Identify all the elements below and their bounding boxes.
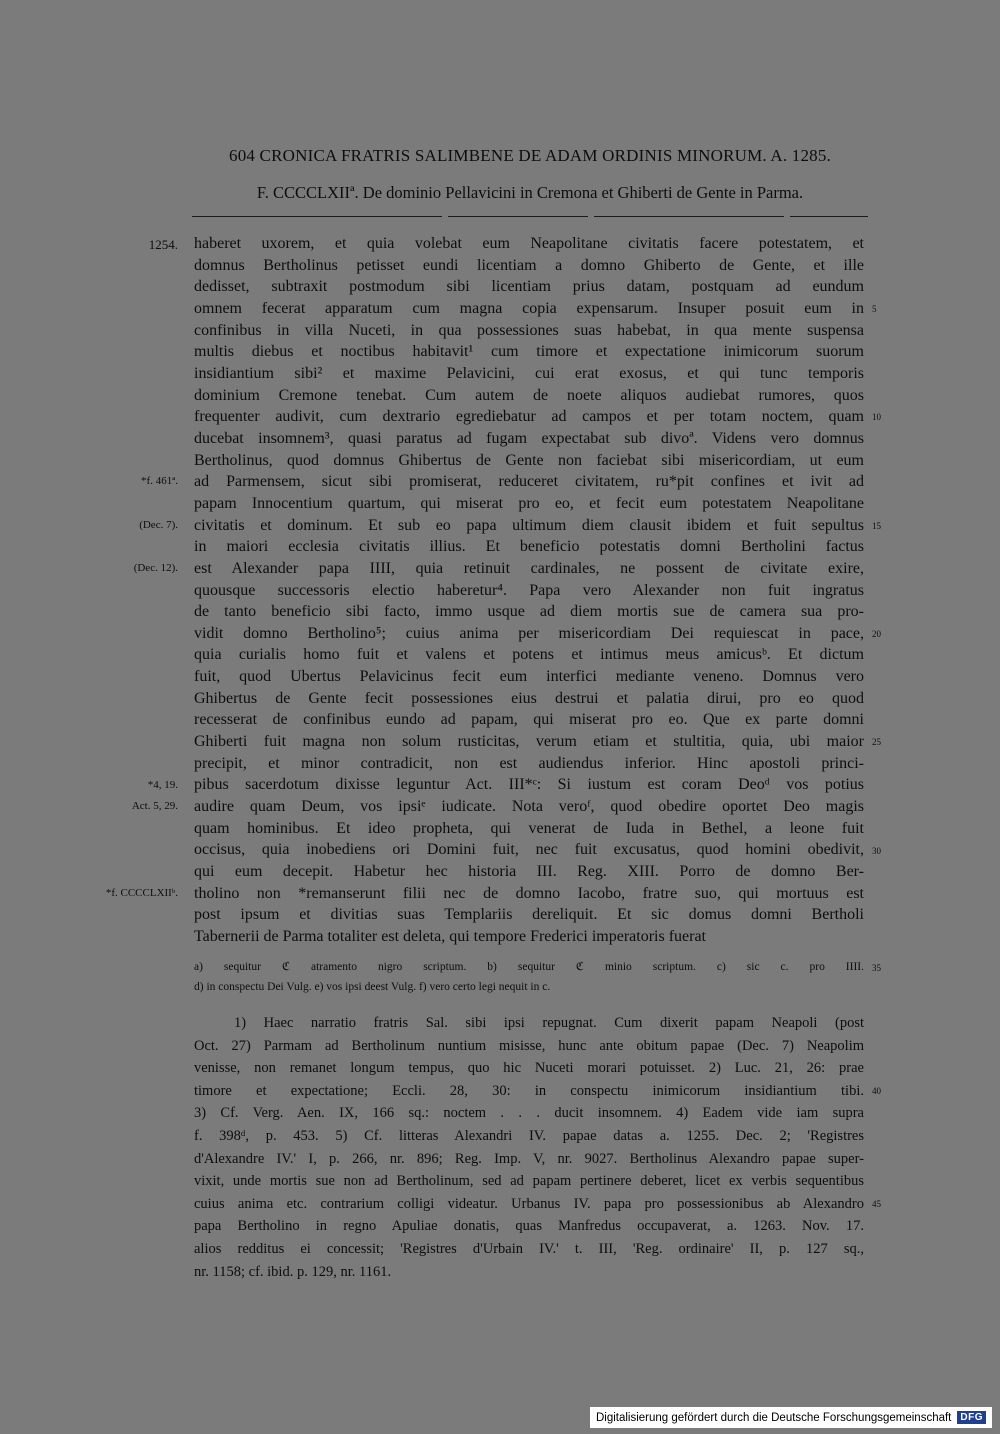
text-line: dominium Cremone tenebat. Cum autem de noete aliquos audiebat rumores, quos xyxy=(194,386,864,404)
marginal-reference: 1254. xyxy=(148,237,178,252)
footnote-line: timore et expectatione; Eccli. 28, 30: in conspectu inimicorum insidiantium tibi. xyxy=(194,1082,864,1099)
footnote-line: vixit, unde mortis sue non ad Bertholinum, sed ad papam pertinere deberet, licet ex verbis sequentibus xyxy=(194,1173,864,1190)
text-line: haberet uxorem, et quia volebat eum Neapolitane civitatis facere potestatem, et xyxy=(194,235,864,252)
marginal-reference: *f. 461ª. xyxy=(141,475,178,488)
text-line: vidit domno Bertholino⁵; cuius anima per misericordiam Dei requiescat in pace, xyxy=(194,624,864,642)
footnote-line: 1) Haec narratio fratris Sal. sibi ipsi repugnat. Cum dixerit papam Neapoli (post xyxy=(234,1015,864,1031)
text-line: ducebat insomnem³, quasi paratus ad fugam expectabat sub divoª. Videns vero domnus xyxy=(194,429,864,447)
text-line: insidiantium sibi² et maxime Pelavicini, cui erat exosus, et qui tunc temporis xyxy=(194,364,864,382)
text-line: Ghiberti fuit magna non solum rusticitas, verum etiam et stultitia, quia, ubi maior xyxy=(194,733,864,751)
section-title: F. CCCCLXIIª. De dominio Pellavicini in Cremona et Ghiberti de Gente in Parma. xyxy=(256,183,804,202)
text-line: est Alexander papa IIII, quia retinuit cardinales, ne possent de civitate exire, xyxy=(194,559,864,577)
marginal-reference: *4, 19. xyxy=(147,778,178,791)
text-line: de tanto beneficio sibi facto, immo usque ad diem mortis sue de camera sua pro- xyxy=(194,603,864,621)
footnote-line: 3) Cf. Verg. Aen. IX, 166 sq.: noctem . . . ducit insomnem. 4) Eadem vide iam supra xyxy=(194,1105,864,1122)
main-text xyxy=(194,233,864,948)
text-line: civitatis et dominum. Et sub eo papa ultimum diem clausit ibidem et fuit sepultus xyxy=(194,516,864,534)
dfg-logo-icon: DFG xyxy=(957,1411,986,1424)
text-line: confinibus in villa Nuceti, in qua possessiones suas habebat, in qua mente suspensa xyxy=(194,321,864,339)
running-title: 604 CRONICA FRATRIS SALIMBENE DE ADAM ORDINIS MINORUM. A. 1285. xyxy=(229,146,831,165)
text-line: omnem fecerat apparatum cum magna copia expensarum. Insuper posuit eum in xyxy=(194,299,864,317)
line-number: 30 xyxy=(872,845,881,856)
line-number: 25 xyxy=(872,737,881,748)
footnote-line: nr. 1158; cf. ibid. p. 129, nr. 1161. xyxy=(194,1263,392,1280)
line-number: 35 xyxy=(872,963,881,973)
marginal-reference: (Dec. 7). xyxy=(139,518,178,531)
apparatus-line: a) sequitur ℭ atramento nigro scriptum. b) sequitur ℭ minio scriptum. c) sic c. pro IIII. xyxy=(194,961,864,973)
header-rule xyxy=(192,216,868,217)
marginal-reference: Act. 5, 29. xyxy=(131,800,178,813)
footnote-line: d'Alexandre IV.' I, p. 266, nr. 896; Reg. Imp. V, nr. 9027. Bertholinus Alexandro papae super- xyxy=(194,1150,864,1167)
text-line: pibus sacerdotum dixisse leguntur Act. III*ᶜ: Si iustum est coram Deoᵈ vos potius xyxy=(194,776,864,794)
text-line: dedisset, subtraxit postmodum sibi licentiam prius datam, postquam ad eundum xyxy=(194,278,864,296)
footnote-line: venisse, non remanet longum tempus, quo hic Nuceti morari potuisset. 2) Luc. 21, 26: prae xyxy=(194,1060,864,1077)
text-line: quia curialis homo fuit et valens et potens et intimus meus amicusᵇ. Et dictum xyxy=(194,646,864,664)
text-line: post ipsum et divitias suas Templariis dereliquit. Et sic domus domni Bertholi xyxy=(194,906,864,924)
footnote-line: alios redditus ei concessit; 'Registres d'Urbain IV.' t. III, 'Reg. ordinaire' II, p. 127 sq., xyxy=(194,1240,864,1257)
text-line: quousque successoris electio haberetur⁴. Papa vero Alexander non fuit ingratus xyxy=(194,581,864,599)
text-line: Bertholinus, quod domnus Ghibertus de Gente non faciebat sibi misericordiam, ut eum xyxy=(194,451,864,469)
text-line: Ghibertus de Gente fecit possessiones eius destrui et palatia dirui, pro eo quod xyxy=(194,689,864,707)
footnote-line: f. 398ᵈ, p. 453. 5) Cf. litteras Alexandri IV. papae datas a. 1255. Dec. 2; 'Registres xyxy=(194,1127,864,1144)
text-line: ad Parmensem, sicut sibi promiserat, reduceret civitatem, ru*pit confines et ivit ad xyxy=(194,473,864,491)
text-line: qui eum decepit. Habetur hec historia III. Reg. XIII. Porro de domno Ber- xyxy=(194,863,864,881)
text-line: quam hominibus. Et ideo propheta, qui venerat de Iuda in Bethel, a leone fuit xyxy=(194,819,864,837)
text-line: fuit, quod Ubertus Pelavicinus fecit eum interfici mediante veneno. Domnus vero xyxy=(194,668,864,686)
apparatus-line: d) in conspectu Dei Vulg. e) vos ipsi deest Vulg. f) vero certo legi nequit in c. xyxy=(194,981,551,993)
line-number: 20 xyxy=(872,629,881,640)
text-line: audire quam Deum, vos ipsiᵉ iudicate. Nota veroᶠ, quod obedire oportet Deo magis xyxy=(194,798,864,816)
text-line: domnus Bertholinus petisset eundi licentiam a domno Ghiberto de Gente, et ille xyxy=(194,256,864,274)
line-number: 10 xyxy=(872,412,881,423)
line-number: 5 xyxy=(872,304,877,314)
credit-text: Digitalisierung gefördert durch die Deutsche Forschungsgemeinschaft xyxy=(595,1411,952,1424)
text-line: tholino non *remanserunt filii nec de domno Iacobo, fratre suo, qui mortuus est xyxy=(194,884,864,902)
footnote-line: papa Bertholino in regno Apuliae donatis, quas Manfredus occupaverat, a. 1263. Nov. 17. xyxy=(194,1218,864,1235)
line-number: 15 xyxy=(872,520,881,531)
text-line: occisus, quia inobediens ori Domini fuit, nec fuit excusatus, quod homini obedivit, xyxy=(194,841,864,859)
footnote-line: Oct. 27) Parmam ad Bertholinum nuntium misisse, hunc ante obitum papae (Dec. 7) Neapolim xyxy=(194,1037,864,1054)
text-line: frequenter audivit, cum dextrario egrediebatur ad campos et per totam noctem, quam xyxy=(194,408,864,426)
text-line: recesserat de confinibus eundo ad papam, qui miserat pro eo. Que ex parte domni xyxy=(194,711,864,729)
text-line: multis diebus et noctibus habitavit¹ cum timore et expectatione inimicorum suorum xyxy=(194,343,864,361)
text-line: in maiori ecclesia civitatis illius. Et beneficio potestatis domni Bertholini factus xyxy=(194,538,864,556)
line-number: 45 xyxy=(872,1198,881,1209)
critical-apparatus xyxy=(194,957,864,997)
marginal-reference: *f. CCCCLXIIᵇ. xyxy=(105,887,178,900)
text-line: precipit, et minor contradicit, non est audiendus inferior. Hinc apostoli princi- xyxy=(194,754,864,772)
marginal-reference: (Dec. 12). xyxy=(133,562,178,575)
footnote-line: cuius anima etc. contrarium colligi videatur. Urbanus IV. papa pro possessionibus ab Alexandro xyxy=(194,1195,864,1212)
line-number: 40 xyxy=(872,1085,881,1096)
footnotes xyxy=(194,1012,864,1283)
digitization-credit xyxy=(590,1407,992,1428)
text-line: papam Innocentium quartum, qui miserat pro eo, et fecit eum potestatem Neapolitane xyxy=(194,494,864,512)
text-line: Tabernerii de Parma totaliter est deleta, qui tempore Frederici imperatoris fuerat xyxy=(194,928,706,945)
